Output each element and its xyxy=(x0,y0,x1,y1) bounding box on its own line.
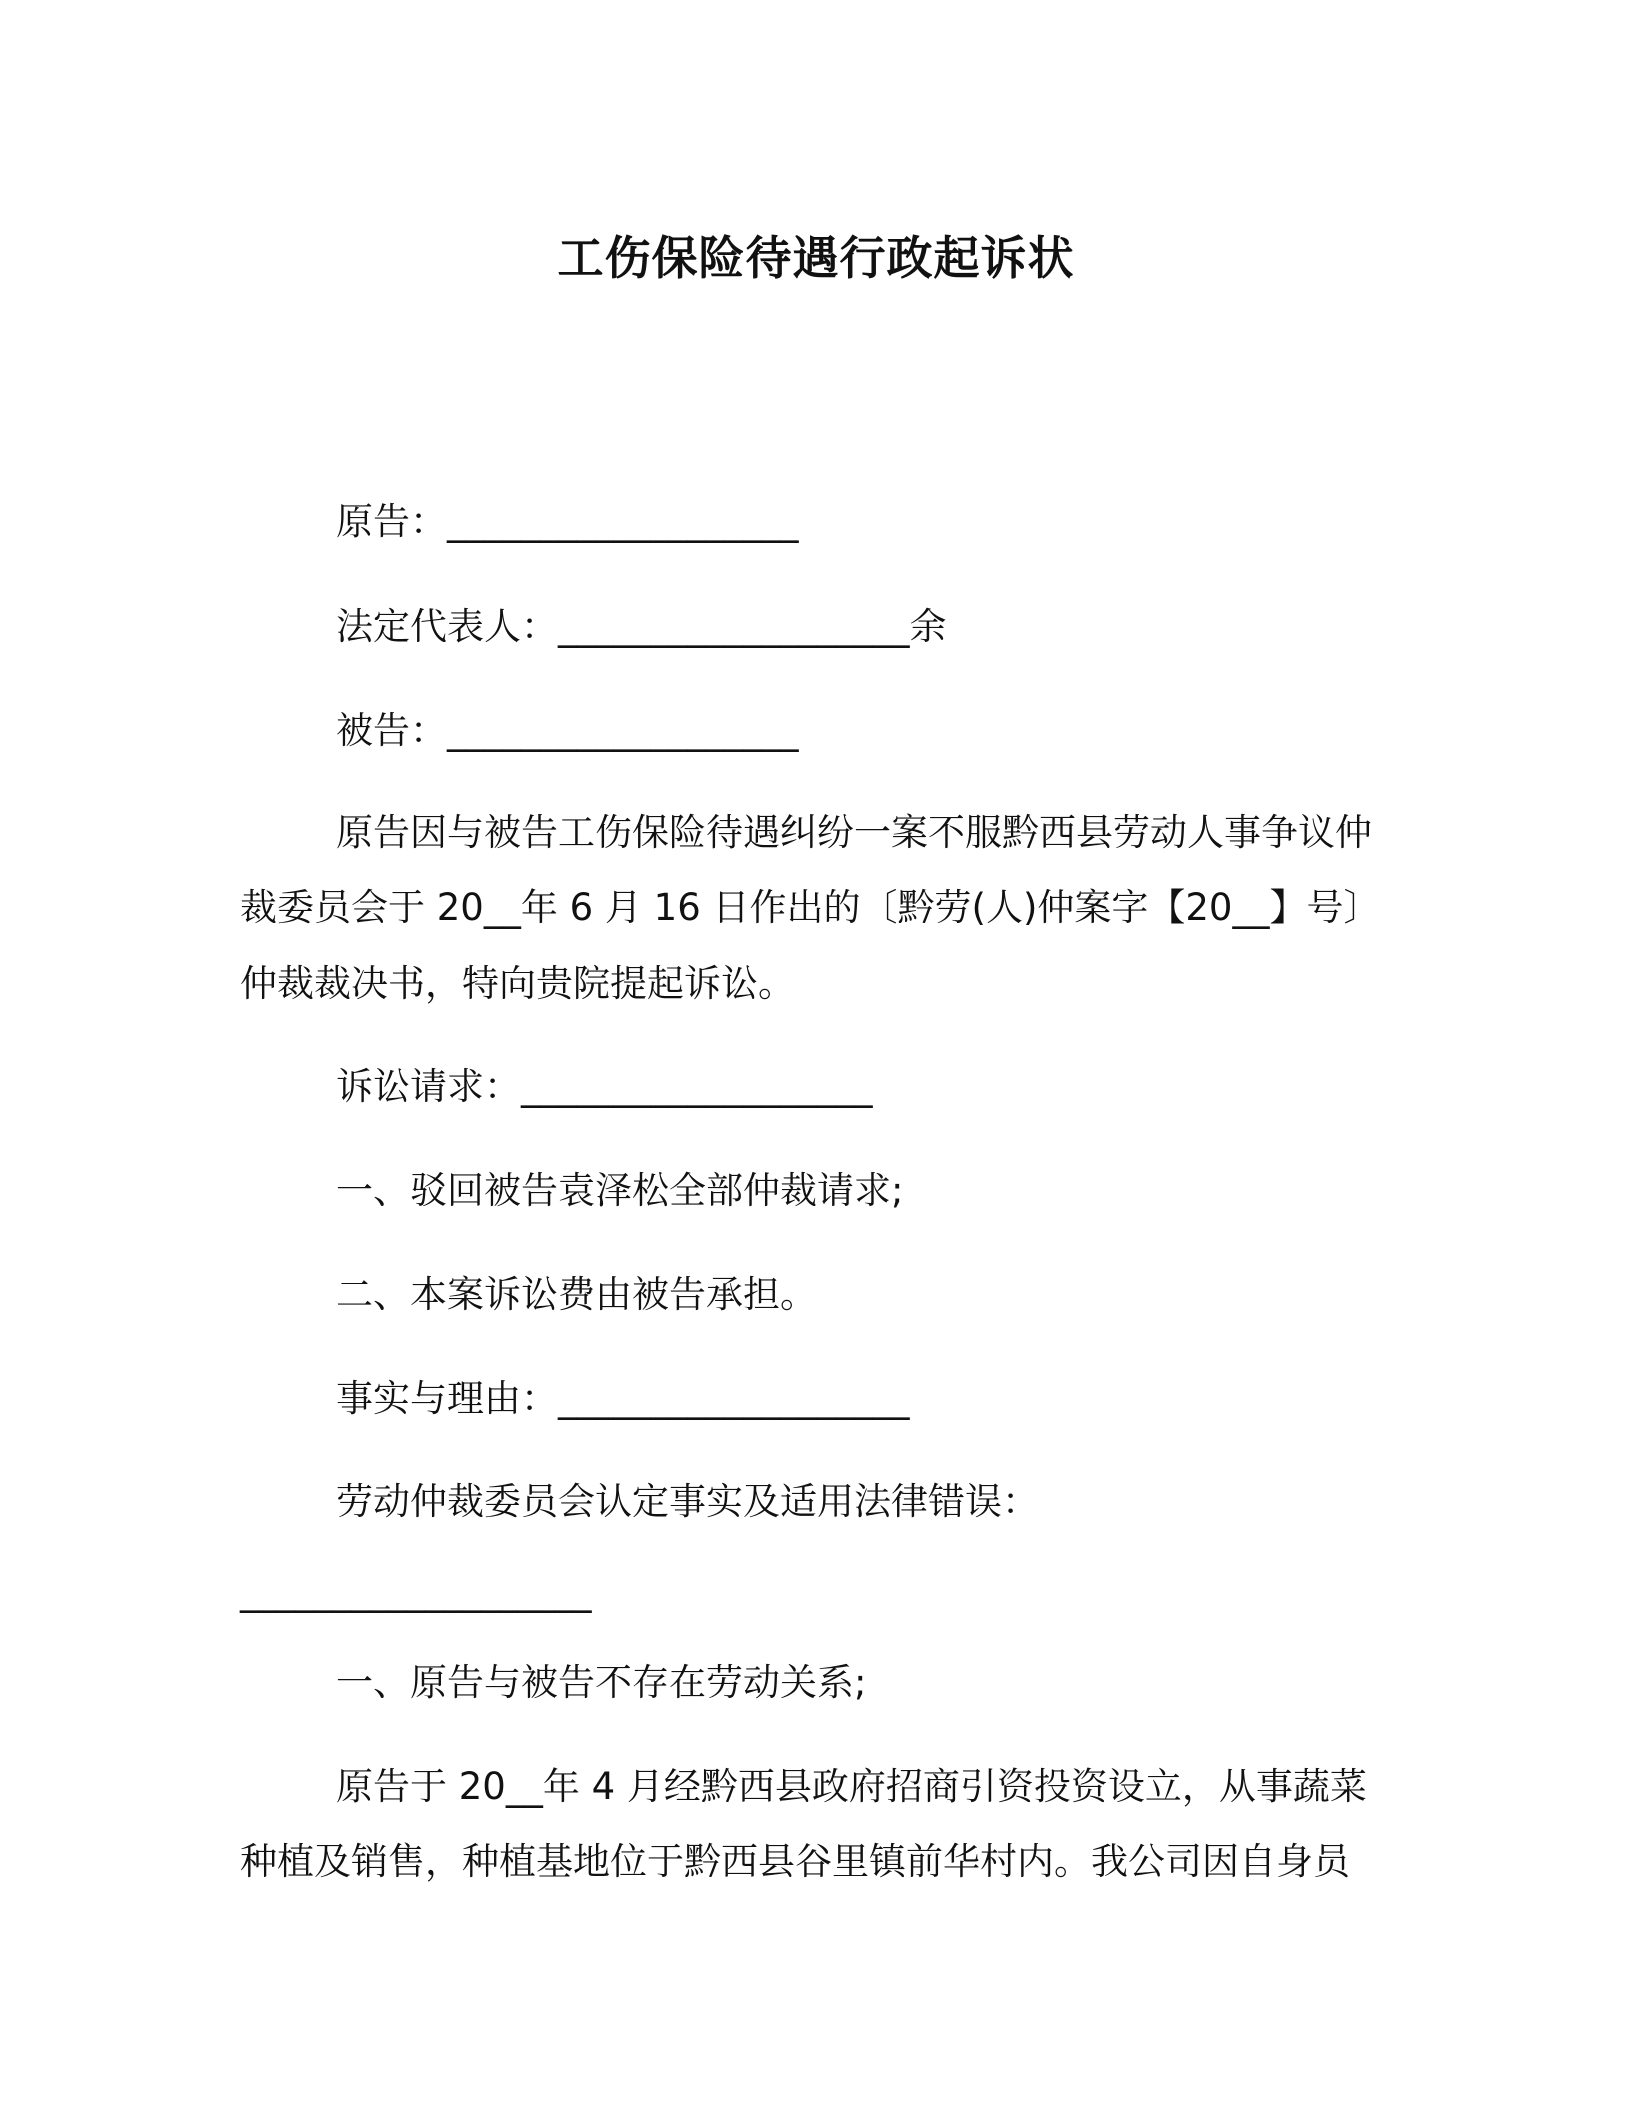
plaintiff-line: 原告：___________________ xyxy=(336,500,799,543)
claim-item: 一、驳回被告袁泽松全部仲裁请求; xyxy=(336,1169,904,1212)
claims-heading: 诉讼请求：___________________ xyxy=(336,1065,873,1108)
defendant-line: 被告：___________________ xyxy=(336,709,799,752)
paragraph-line: 原告因与被告工伤保险待遇纠纷一案不服黔西县劳动人事争议仲 xyxy=(336,811,1372,854)
section-heading: 一、原告与被告不存在劳动关系; xyxy=(336,1661,867,1704)
facts-heading: 事实与理由：___________________ xyxy=(336,1377,910,1420)
paragraph-line: 劳动仲裁委员会认定事实及适用法律错误： xyxy=(336,1480,1039,1523)
blank-line: ___________________ xyxy=(240,1570,592,1613)
legal-representative-line: 法定代表人：___________________余 xyxy=(336,605,947,648)
paragraph-line: 仲裁裁决书，特向贵院提起诉讼。 xyxy=(240,962,795,1005)
paragraph-line: 裁委员会于 20__年 6 月 16 日作出的〔黔劳(人)仲案字【20__】号〕 xyxy=(240,886,1381,929)
claim-item: 二、本案诉讼费由被告承担。 xyxy=(336,1273,817,1316)
paragraph-line: 种植及销售，种植基地位于黔西县谷里镇前华村内。我公司因自身员 xyxy=(240,1840,1350,1883)
document-title: 工伤保险待遇行政起诉状 xyxy=(557,231,1075,285)
paragraph-line: 原告于 20__年 4 月经黔西县政府招商引资投资设立，从事蔬菜 xyxy=(336,1765,1367,1808)
